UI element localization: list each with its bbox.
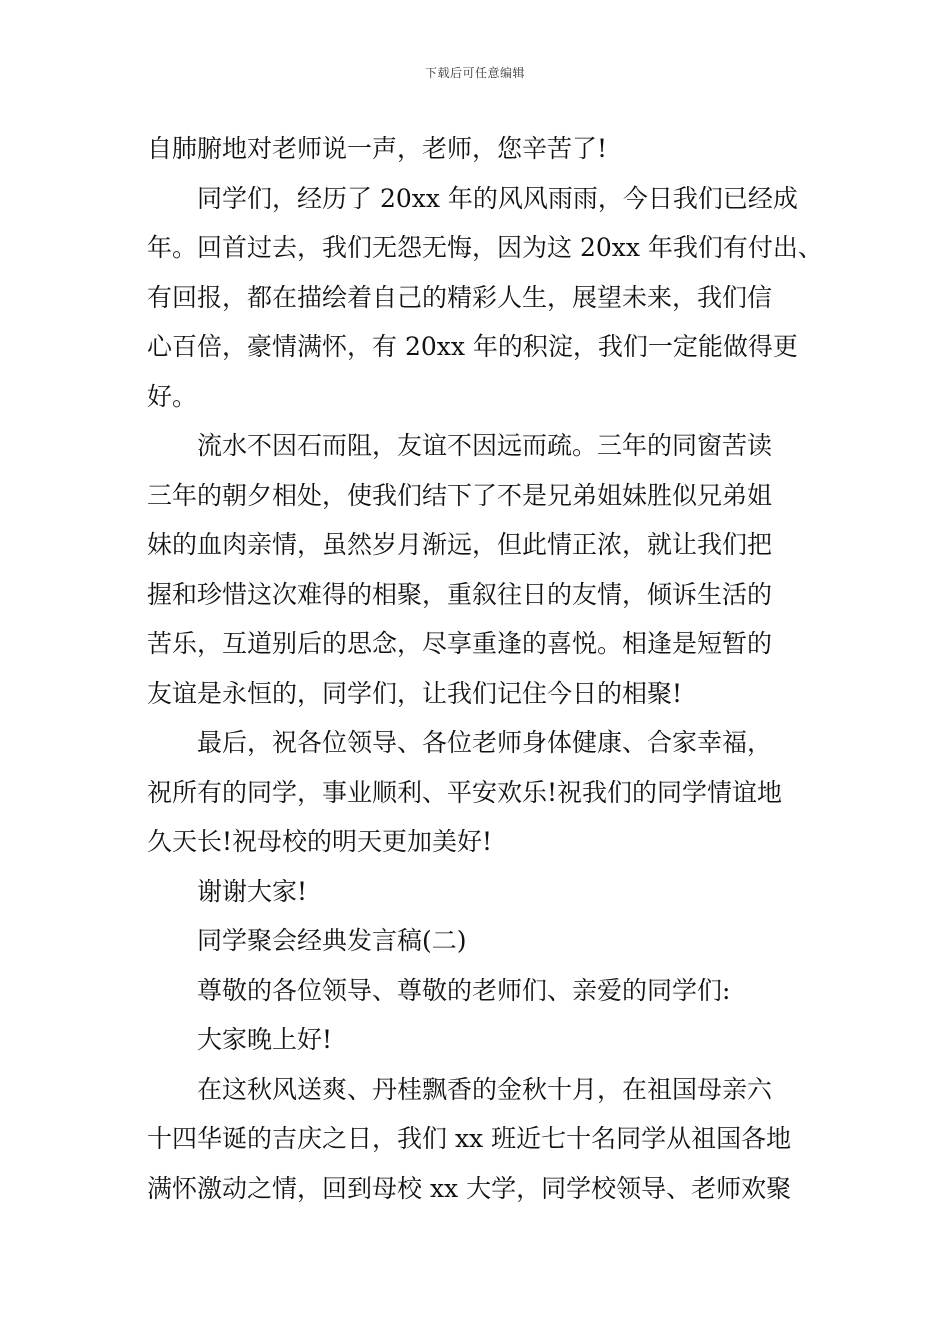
text-line: 有回报，都在描绘着自己的精彩人生，展望未来，我们信 [147,282,773,312]
document-body [147,124,823,1213]
text-line: 久天长!祝母校的明天更加美好! [147,827,493,856]
text-line: 同学们，经历了 20xx 年的风风雨雨，今日我们已经成 [197,183,798,213]
text-line: 心百倍，豪情满怀，有 20xx 年的积淀，我们一定能做得更 [147,332,798,361]
text-line: 十四华诞的吉庆之日，我们 xx 班近七十名同学从祖国各地 [147,1124,792,1153]
text-line: 握和珍惜这次难得的相聚，重叙往日的友情，倾诉生活的 [147,579,773,609]
text-line: 自肺腑地对老师说一声，老师，您辛苦了! [147,134,608,163]
text-line: 好。 [147,381,198,411]
text-line: 苦乐，互道别后的思念，尽享重逢的喜悦。相逢是短暂的 [147,629,773,658]
text-line: 在这秋风送爽、丹桂飘香的金秋十月，在祖国母亲六 [197,1074,773,1104]
text-line: 流水不因石而阻，友谊不因远而疏。三年的同窗苦读 [197,431,773,460]
page-header: 下载后可任意编辑 [424,66,525,80]
text-line: 三年的朝夕相处，使我们结下了不是兄弟姐妹胜似兄弟姐 [147,480,773,510]
text-line: 祝所有的同学，事业顺利、平安欢乐!祝我们的同学情谊地 [147,777,783,807]
text-line: 友谊是永恒的，同学们，让我们记住今日的相聚! [147,678,683,708]
text-line: 最后，祝各位领导、各位老师身体健康、合家幸福， [197,728,773,757]
text-line: 满怀激动之情，回到母校 xx 大学，同学校领导、老师欢聚 [147,1173,792,1203]
text-line: 尊敬的各位领导、尊敬的老师们、亲爱的同学们: [197,975,731,1005]
text-line: 谢谢大家! [197,876,308,906]
text-line: 大家晚上好! [197,1025,333,1054]
text-line: 年。回首过去，我们无怨无悔，因为这 20xx 年我们有付出、 [147,233,823,262]
text-line: 妹的血肉亲情，虽然岁月渐远，但此情正浓，就让我们把 [147,530,773,559]
section-heading: 同学聚会经典发言稿(二) [197,926,467,955]
